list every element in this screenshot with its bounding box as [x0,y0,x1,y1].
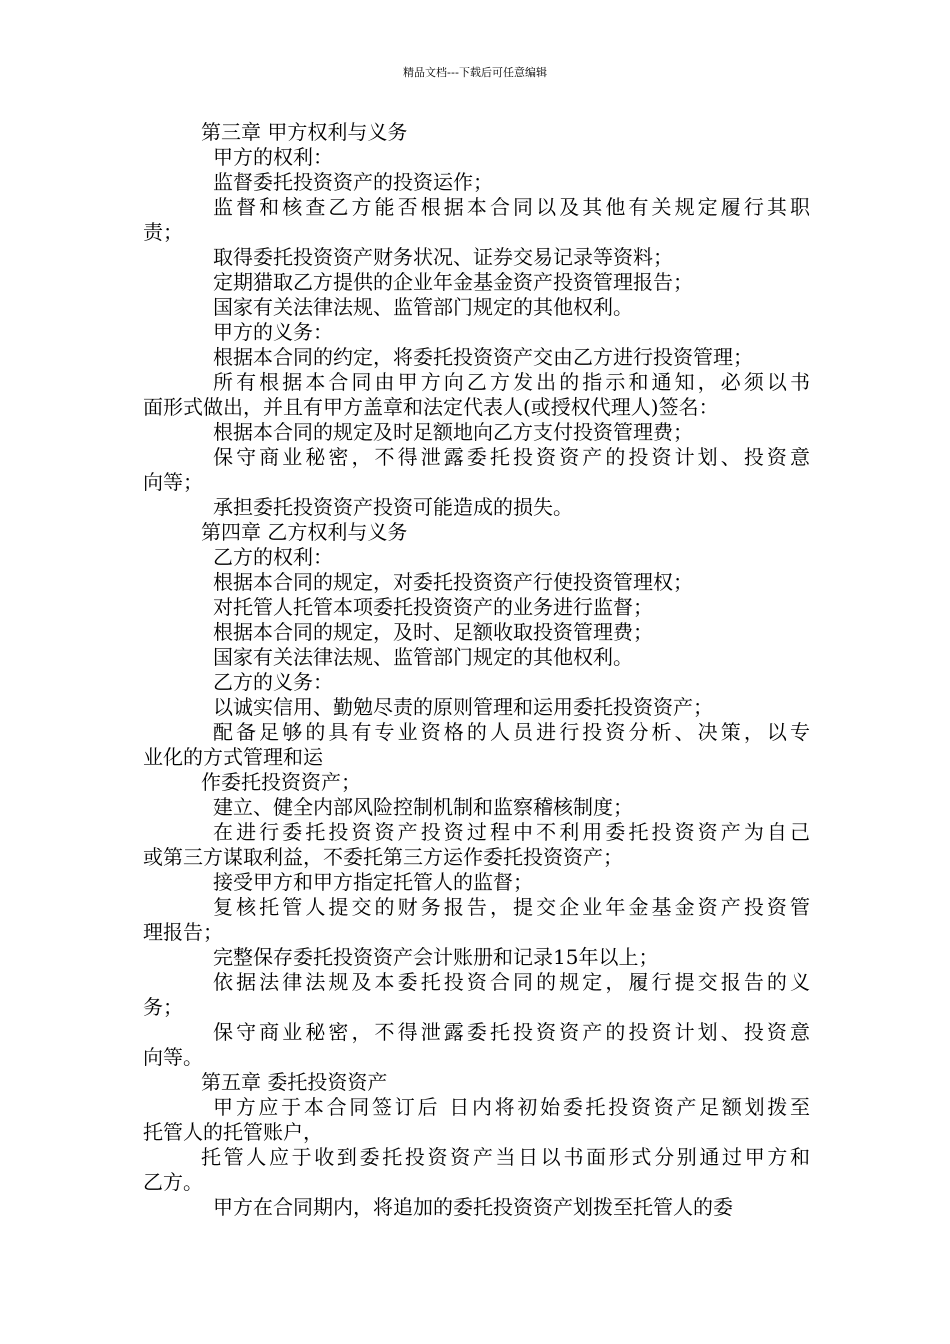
text-line: 国家有关法律法规、监管部门规定的其他权利。 [213,295,633,319]
text-line: 或第三方谋取利益，不委托第三方运作委托投资资产； [143,845,623,869]
text-line: 取得委托投资资产财务状况、证券交易记录等资料； [213,245,673,269]
text-line: 根据本合同的规定，对委托投资资产行使投资管理权； [213,570,693,594]
text-line: 乙方的义务： [213,670,333,694]
text-line: 业化的方式管理和运 [143,745,323,769]
text-line: 责； [143,220,183,244]
text-line: 作委托投资资产； [201,770,361,794]
text-line: 在进行委托投资资产投资过程中不利用委托投资资产为自己 [213,820,810,844]
text-line: 保守商业秘密，不得泄露委托投资资产的投资计划、投资意 [213,1020,810,1044]
text-line: 理报告； [143,920,223,944]
text-line: 配备足够的具有专业资格的人员进行投资分析、决策，以专 [213,720,810,744]
document-body [143,120,810,1220]
text-line: 监督委托投资资产的投资运作； [213,170,493,194]
text-line: 根据本合同的规定，及时、足额收取投资管理费； [213,620,653,644]
text-line: 乙方的权利： [213,545,333,569]
text-line: 务； [143,995,183,1019]
text-line: 建立、健全内部风险控制机制和监察稽核制度； [213,795,633,819]
text-line: 完整保存委托投资资产会计账册和记录15年以上； [213,945,659,969]
text-line: 第五章 委托投资资产 [201,1070,388,1094]
text-line: 面形式做出，并且有甲方盖章和法定代表人(或授权代理人)签名： [143,395,719,419]
text-line: 甲方的权利： [213,145,333,169]
text-line: 第四章 乙方权利与义务 [201,520,408,544]
text-line: 托管人应于收到委托投资资产当日以书面形式分别通过甲方和 [201,1145,810,1169]
text-line: 第三章 甲方权利与义务 [201,120,408,144]
text-line: 以诚实信用、勤勉尽责的原则管理和运用委托投资资产； [213,695,713,719]
text-line: 国家有关法律法规、监管部门规定的其他权利。 [213,645,633,669]
text-line: 根据本合同的规定及时足额地向乙方支付投资管理费； [213,420,693,444]
text-line: 复核托管人提交的财务报告，提交企业年金基金资产投资管 [213,895,810,919]
text-line: 接受甲方和甲方指定托管人的监督； [213,870,533,894]
text-line: 甲方在合同期内，将追加的委托投资资产划拨至托管人的委 [213,1195,733,1219]
text-line: 向等。 [143,1045,203,1069]
text-line: 所有根据本合同由甲方向乙方发出的指示和通知，必须以书 [213,370,810,394]
page-header: 精品文档---下载后可任意编辑 [403,66,547,79]
text-line: 甲方应于本合同签订后 日内将初始委托投资资产足额划拨至 [213,1095,810,1119]
text-line: 承担委托投资资产投资可能造成的损失。 [213,495,573,519]
text-line: 根据本合同的约定，将委托投资资产交由乙方进行投资管理； [213,345,753,369]
text-line: 定期猎取乙方提供的企业年金基金资产投资管理报告； [213,270,693,294]
text-line: 托管人的托管账户， [143,1120,323,1144]
text-line: 监督和核查乙方能否根据本合同以及其他有关规定履行其职 [213,195,810,219]
text-line: 甲方的义务： [213,320,333,344]
text-line: 保守商业秘密，不得泄露委托投资资产的投资计划、投资意 [213,445,810,469]
text-line: 依据法律法规及本委托投资合同的规定，履行提交报告的义 [213,970,810,994]
text-line: 向等； [143,470,203,494]
text-line: 乙方。 [143,1170,203,1194]
text-line: 对托管人托管本项委托投资资产的业务进行监督； [213,595,653,619]
